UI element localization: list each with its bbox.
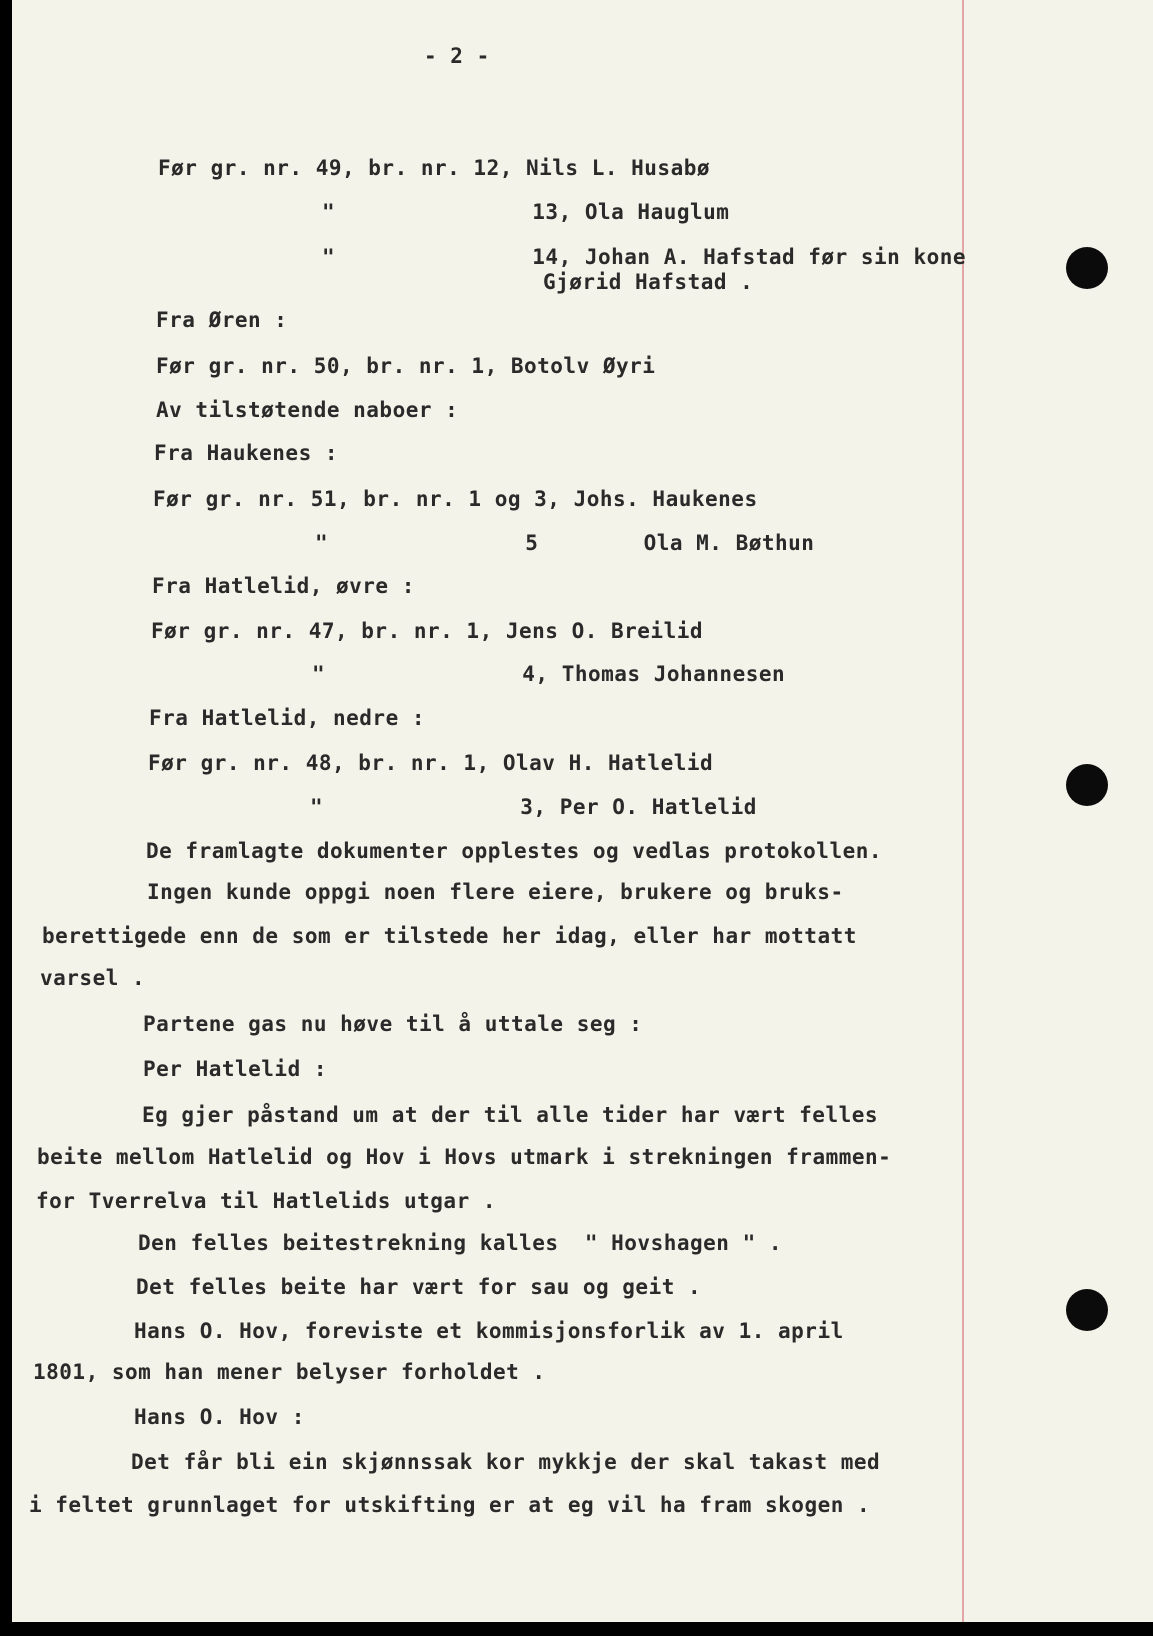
text-line: beite mellom Hatlelid og Hov i Hovs utmark i strekningen frammen-	[37, 1145, 892, 1169]
text-line: Før gr. nr. 51, br. nr. 1 og 3, Johs. Haukenes	[153, 487, 758, 511]
text-line: Før gr. nr. 49, br. nr. 12, Nils L. Husabø	[158, 156, 711, 180]
text-line: Per Hatlelid :	[143, 1057, 328, 1081]
text-line: Fra Øren :	[156, 308, 288, 332]
text-line: Før gr. nr. 48, br. nr. 1, Olav H. Hatlelid	[148, 751, 714, 775]
text-line: Det får bli ein skjønnssak kor mykkje der skal takast med	[131, 1450, 881, 1474]
text-line: " 5 Ola M. Bøthun	[315, 531, 815, 555]
document-page	[12, 0, 1153, 1622]
text-line: Av tilstøtende naboer :	[156, 398, 459, 422]
punch-hole-middle	[1066, 764, 1108, 806]
text-line: " 14, Johan A. Hafstad før sin kone	[322, 245, 967, 269]
text-line: Før gr. nr. 47, br. nr. 1, Jens O. Breilid	[151, 619, 704, 643]
punch-hole-top	[1066, 247, 1108, 289]
text-line: Før gr. nr. 50, br. nr. 1, Botolv Øyri	[156, 354, 656, 378]
text-line: Fra Hatlelid, øvre :	[152, 574, 415, 598]
margin-line	[962, 0, 964, 1622]
text-line: " 13, Ola Hauglum	[322, 200, 730, 224]
text-line: Partene gas nu høve til å uttale seg :	[143, 1012, 643, 1036]
page-number: - 2 -	[424, 44, 490, 68]
text-line: " 4, Thomas Johannesen	[312, 662, 786, 686]
text-line: Det felles beite har vært for sau og geit .	[136, 1275, 702, 1299]
text-line: Gjørid Hafstad .	[543, 270, 754, 294]
text-line: Hans O. Hov, foreviste et kommisjonsforlik av 1. april	[134, 1319, 844, 1343]
text-line: Hans O. Hov :	[134, 1405, 305, 1429]
text-line: Fra Haukenes :	[154, 441, 339, 465]
text-line: i feltet grunnlaget for utskifting er at eg vil ha fram skogen .	[29, 1493, 871, 1517]
text-line: De framlagte dokumenter opplestes og vedlas protokollen.	[146, 839, 883, 863]
text-line: Den felles beitestrekning kalles " Hovshagen " .	[138, 1231, 783, 1255]
text-line: " 3, Per O. Hatlelid	[310, 795, 757, 819]
text-line: Eg gjer påstand um at der til alle tider har vært felles	[142, 1103, 879, 1127]
text-line: varsel .	[40, 966, 146, 990]
text-line: Fra Hatlelid, nedre :	[149, 706, 426, 730]
text-line: berettigede enn de som er tilstede her idag, eller har mottatt	[42, 924, 857, 948]
text-line: 1801, som han mener belyser forholdet .	[33, 1360, 546, 1384]
text-line: for Tverrelva til Hatlelids utgar .	[36, 1189, 497, 1213]
punch-hole-bottom	[1066, 1289, 1108, 1331]
text-line: Ingen kunde oppgi noen flere eiere, brukere og bruks-	[147, 880, 844, 904]
